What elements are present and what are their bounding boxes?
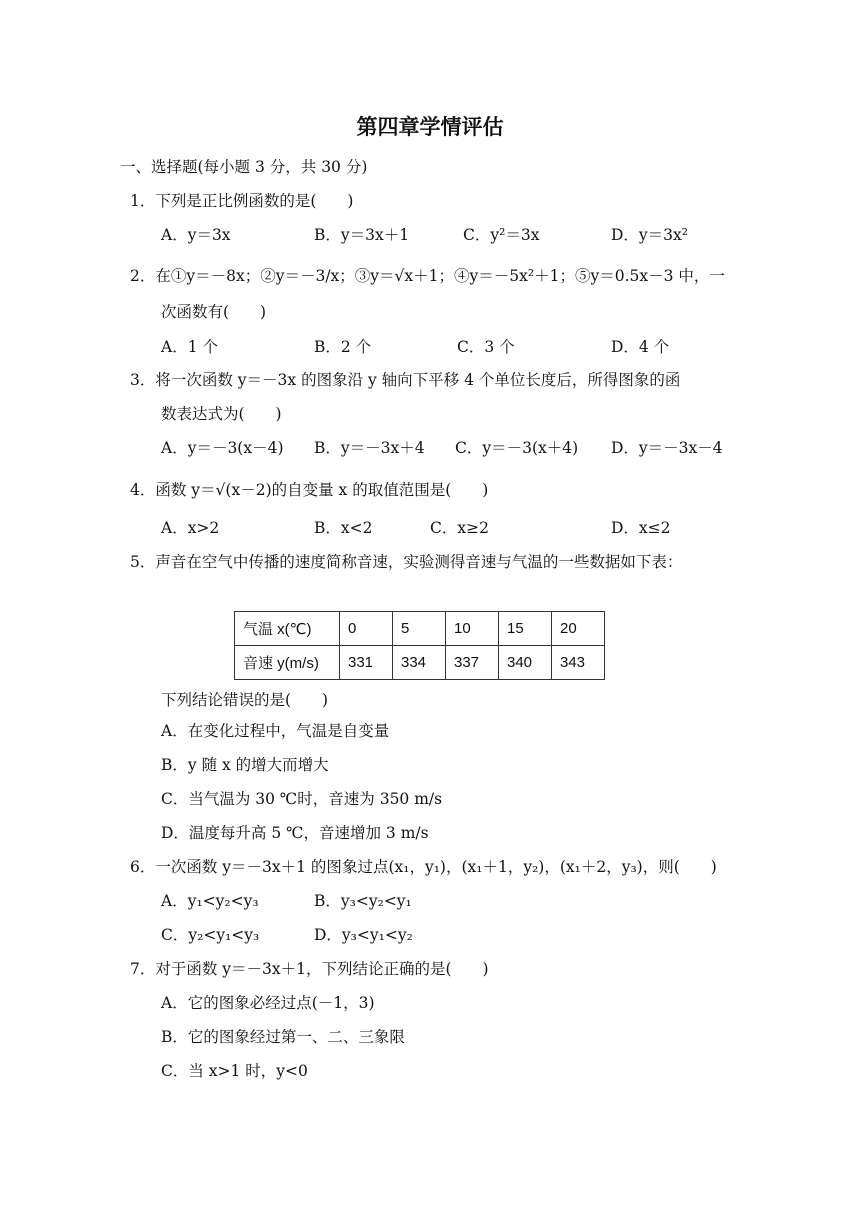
q3-option-b: B．y＝－3x＋4: [314, 439, 425, 457]
question-1-stem: 1．下列是正比例函数的是( ): [130, 192, 354, 210]
q1-option-a: A．y＝3x: [161, 226, 231, 244]
question-6-options-row1: [0, 887, 860, 915]
q5-option-d-row: [0, 819, 860, 847]
q6-option-a: A．y₁<y₂<y₃: [161, 892, 259, 910]
question-5-prompt-row: [0, 686, 860, 714]
q3-option-c: C．y＝－3(x＋4): [455, 439, 579, 457]
q5-option-c-row: [0, 785, 860, 813]
table-cell: 5: [393, 612, 446, 646]
q5-option-d: D．温度每升高 5 ℃，音速增加 3 m/s: [161, 824, 429, 842]
q4-option-a: A．x>2: [161, 519, 220, 537]
question-1: [0, 187, 860, 215]
question-5-prompt: 下列结论错误的是( ): [161, 691, 329, 709]
page-title: 第四章学情评估: [356, 115, 504, 139]
question-1-options: [0, 221, 860, 249]
q4-option-d: D．x≤2: [611, 519, 671, 537]
question-5: [0, 548, 860, 576]
question-4-options: [0, 514, 860, 542]
q4-option-b: B．x<2: [314, 519, 373, 537]
table-cell: 15: [499, 612, 552, 646]
question-3-options: [0, 434, 860, 462]
q7-option-a: A．它的图象必经过点(－1，3): [161, 994, 375, 1012]
table-cell: 334: [393, 646, 446, 680]
question-6: [0, 853, 860, 881]
q7-option-b: B．它的图象经过第一、二、三象限: [161, 1028, 405, 1046]
question-7-stem: 7．对于函数 y＝－3x＋1，下列结论正确的是( ): [130, 960, 489, 978]
q3-option-d: D．y＝－3x－4: [611, 439, 723, 457]
table-cell: 340: [499, 646, 552, 680]
question-4: [0, 476, 860, 504]
question-2-stem-line2: 次函数有( ): [161, 303, 267, 321]
table-cell: 337: [446, 646, 499, 680]
q5-option-a-row: [0, 717, 860, 745]
question-2: [0, 262, 860, 290]
question-3-stem-line1: 3．将一次函数 y＝－3x 的图象沿 y 轴向下平移 4 个单位长度后，所得图象的函: [130, 371, 681, 389]
q2-option-d: D．4 个: [611, 338, 670, 356]
q4-option-c: C．x≥2: [430, 519, 489, 537]
table-cell: 331: [340, 646, 393, 680]
question-2-stem-line1: 2．在①y＝－8x；②y＝－3/x；③y＝√x＋1；④y＝－5x²＋1；⑤y＝0.5x－3 中，一: [130, 267, 725, 285]
question-3: [0, 366, 860, 394]
q6-option-d: D．y₃<y₁<y₂: [314, 926, 413, 944]
question-3-stem-line2: 数表达式为( ): [161, 405, 282, 423]
q5-option-b: B．y 随 x 的增大而增大: [161, 756, 329, 774]
q7-option-c: C．当 x>1 时，y<0: [161, 1062, 308, 1080]
table-header-cell: 气温 x(℃): [235, 612, 340, 646]
table-row: [235, 646, 605, 680]
table-cell: 0: [340, 612, 393, 646]
q2-option-a: A．1 个: [161, 338, 218, 356]
table-row: [235, 612, 605, 646]
q1-option-b: B．y＝3x＋1: [314, 226, 410, 244]
question-5-stem: 5．声音在空气中传播的速度简称音速，实验测得音速与气温的一些数据如下表：: [130, 553, 683, 571]
table-header-cell: 音速 y(m/s): [235, 646, 340, 680]
section-heading: 一、选择题(每小题 3 分，共 30 分): [120, 158, 368, 176]
question-2-options: [0, 333, 860, 361]
table-cell: 343: [552, 646, 605, 680]
q5-option-a: A．在变化过程中，气温是自变量: [161, 722, 390, 740]
q2-option-c: C．3 个: [457, 338, 515, 356]
section-heading-row: [0, 153, 860, 181]
table-cell: 10: [446, 612, 499, 646]
q7-option-b-row: [0, 1023, 860, 1051]
question-6-stem: 6．一次函数 y＝－3x＋1 的图象过点(x₁，y₁)，(x₁＋1，y₂)，(x₁＋2，y₃)，则( ): [130, 858, 717, 876]
q2-option-b: B．2 个: [314, 338, 372, 356]
q7-option-c-row: [0, 1057, 860, 1085]
question-3-cont: [0, 400, 860, 428]
question-7: [0, 955, 860, 983]
question-2-cont: [0, 298, 860, 326]
q7-option-a-row: [0, 989, 860, 1017]
q5-option-c: C．当气温为 30 ℃时，音速为 350 m/s: [161, 790, 443, 808]
q1-option-d: D．y＝3x²: [611, 226, 689, 244]
speed-data-table: [234, 611, 605, 680]
q6-option-b: B．y₃<y₂<y₁: [314, 892, 412, 910]
q1-option-c: C．y²＝3x: [463, 226, 540, 244]
question-4-stem: 4．函数 y＝√(x－2)的自变量 x 的取值范围是( ): [130, 481, 489, 499]
q3-option-a: A．y＝－3(x－4): [161, 439, 284, 457]
q6-option-c: C．y₂<y₁<y₃: [161, 926, 260, 944]
question-6-options-row2: [0, 921, 860, 949]
q5-option-b-row: [0, 751, 860, 779]
table-cell: 20: [552, 612, 605, 646]
